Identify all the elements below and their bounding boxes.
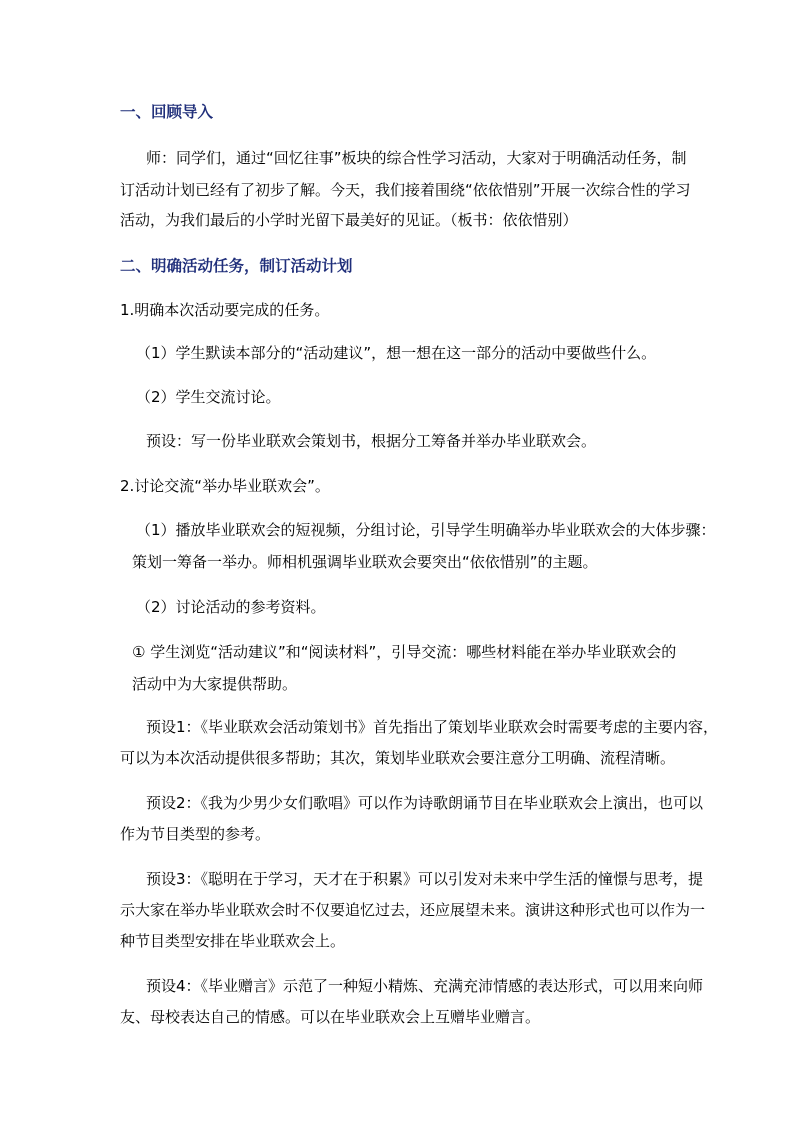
task2-circle-line-2: 活动中为大家提供帮助。 xyxy=(132,675,298,693)
preset3-line-1: 预设3：《聪明在于学习，天才在于积累》可以引发对未来中学生活的憧憬与思考，提 xyxy=(146,870,704,888)
intro-paragraph-line-2: 订活动计划已经有了初步了解。今天，我们接着围绕“依依惜别”开展一次综合性的学习 xyxy=(120,181,691,199)
task2-step-a-line-1: （1）播放毕业联欢会的短视频，分组讨论，引导学生明确举办毕业联欢会的大体步骤： xyxy=(136,521,716,539)
preset3-line-2: 示大家在举办毕业联欢会时不仅要追忆过去，还应展望未来。演讲这种形式也可以作为一 xyxy=(120,901,706,919)
preset4-line-1: 预设4：《毕业赠言》示范了一种短小精炼、充满充沛情感的表达形式，可以用来向师 xyxy=(146,977,704,995)
preset3-line-3: 种节目类型安排在毕业联欢会上。 xyxy=(120,932,346,950)
preset2-line-2: 作为节目类型的参考。 xyxy=(120,825,271,843)
task2-step-a-line-2: 策划一筹备一举办。师相机强调毕业联欢会要突出“依依惜别”的主题。 xyxy=(132,553,598,571)
task1-step-b: （2）学生交流讨论。 xyxy=(136,388,281,406)
task2-step-b: （2）讨论活动的参考资料。 xyxy=(136,598,326,616)
preset1-line-1: 预设1：《毕业联欢会活动策划书》首先指出了策划毕业联欢会时需要考虑的主要内容， xyxy=(146,718,719,736)
task2-circle-line-1: ① 学生浏览“活动建议”和“阅读材料”，引导交流：哪些材料能在举办毕业联欢会的 xyxy=(132,643,677,661)
section-heading-plan: 二、明确活动任务，制订活动计划 xyxy=(120,257,353,275)
task1-step-a: （1）学生默读本部分的“活动建议”，想一想在这一部分的活动中要做些什么。 xyxy=(136,344,657,362)
intro-paragraph-line-1: 师：同学们，通过“回忆往事”板块的综合性学习活动，大家对于明确活动任务，制 xyxy=(146,149,687,167)
preset1-line-2: 可以为本次活动提供很多帮助；其次，策划毕业联欢会要注意分工明确、流程清晰。 xyxy=(120,749,676,767)
intro-paragraph-line-3: 活动，为我们最后的小学时光留下最美好的见证。（板书：依依惜别） xyxy=(120,211,578,229)
section-heading-review: 一、回顾导入 xyxy=(120,103,214,121)
preset4-line-2: 友、母校表达自己的情感。可以在毕业联欢会上互赠毕业赠言。 xyxy=(120,1008,541,1026)
preset2-line-1: 预设2：《我为少男少女们歌唱》可以作为诗歌朗诵节目在毕业联欢会上演出，也可以 xyxy=(146,794,704,812)
task1-preset: 预设：写一份毕业联欢会策划书，根据分工筹备并举办毕业联欢会。 xyxy=(146,432,597,450)
task1-title: 1.明确本次活动要完成的任务。 xyxy=(120,301,330,319)
task2-title: 2.讨论交流“举办毕业联欢会”。 xyxy=(120,477,330,495)
